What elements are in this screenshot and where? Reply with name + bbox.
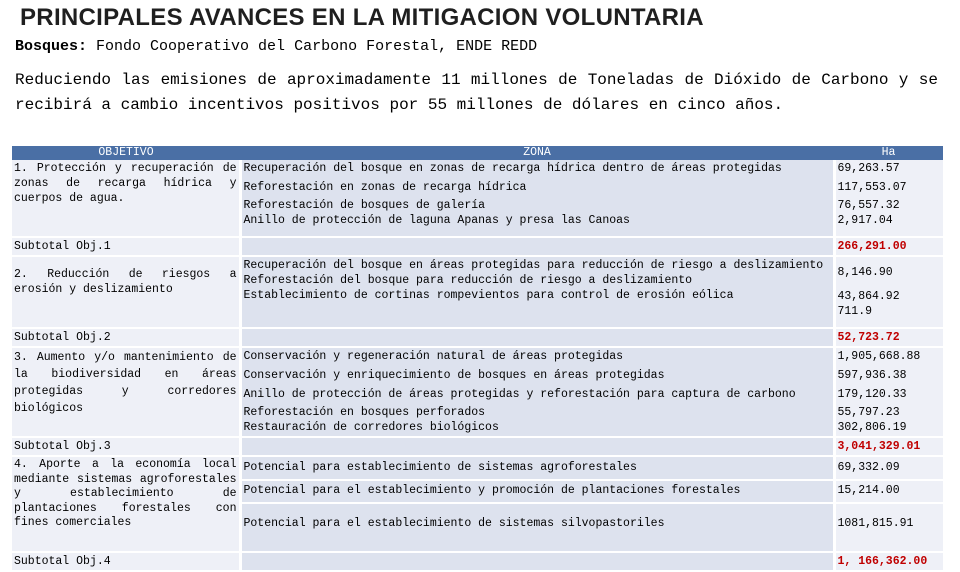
zone-item: Conservación y enriquecimiento de bosques en áreas protegidas [243,369,665,382]
ha-value: 711.9 [837,305,873,318]
subtitle-text: Fondo Cooperativo del Carbono Forestal, ENDE REDD [96,38,538,55]
zone-item: Reforestación del bosque para reducción de riesgo a deslizamiento [243,274,693,287]
subtotal-value: 1, 166,362.00 [834,552,943,571]
subtitle [15,38,537,55]
table-row [12,456,943,480]
ha-value: 302,806.19 [837,421,907,434]
table-row [12,160,943,237]
zone-cell [240,347,834,437]
ha-cell [834,347,943,437]
ha-value: 8,146.90 [837,266,893,279]
zone-item: Anillo de protección de áreas protegidas y reforestación para captura de carbono [243,388,796,401]
objective-group-3 [12,347,943,456]
zone-item: Restauración de corredores biológicos [243,421,499,434]
table-row [12,256,943,328]
header-objetivo: OBJETIVO [12,146,240,160]
ha-value: 179,120.33 [837,388,907,401]
subtotal-label: Subtotal Obj.1 [12,237,240,256]
objective-group-2 [12,256,943,347]
subtotal-row [12,552,943,571]
objective-group-4 [12,456,943,571]
intro-paragraph: Reduciendo las emisiones de aproximadamente 11 millones de Toneladas de Dióxido de Carbono y se recibirá a cambio incentivos positivos por 55 millones de dólares en cinco años. [15,71,938,114]
header-zona: ZONA [240,146,834,160]
ha-value: 117,553.07 [837,181,907,194]
zone-item: Reforestación en bosques perforados [243,406,486,419]
zone-item: Reforestación de bosques de galería [243,199,486,212]
zone-cell [240,328,834,347]
zone-item: Potencial para establecimiento de sistemas agroforestales [240,456,834,480]
header-ha: Ha [834,146,943,160]
zone-item: Potencial para el establecimiento de sistemas silvopastoriles [240,503,834,552]
objective-3-text: 3. Aumento y/o mantenimiento de la biodiversidad en áreas protegidas y corredores biológicos [12,347,240,437]
subtotal-value: 52,723.72 [834,328,943,347]
ha-cell [834,160,943,237]
zone-cell [240,256,834,328]
zone-item: Potencial para el establecimiento y promoción de plantaciones forestales [240,480,834,503]
zone-item: Conservación y regeneración natural de áreas protegidas [243,350,624,363]
subtotal-row [12,437,943,456]
ha-value: 1081,815.91 [834,503,943,552]
zone-cell [240,552,834,571]
ha-value: 597,936.38 [837,369,907,382]
subtotal-row [12,237,943,256]
objective-group-1 [12,160,943,256]
ha-value: 15,214.00 [834,480,943,503]
ha-value: 2,917.04 [837,214,893,227]
table-row [12,347,943,437]
table-header-row [12,146,943,160]
ha-value: 55,797.23 [837,406,900,419]
zone-cell [240,160,834,237]
zone-item: Establecimiento de cortinas rompevientos para control de erosión eólica [243,289,734,302]
zone-item: Recuperación del bosque en zonas de recarga hídrica dentro de áreas protegidas [243,162,782,175]
mitigation-table [12,146,943,572]
subtotal-value: 3,041,329.01 [834,437,943,456]
ha-value: 69,263.57 [837,162,900,175]
subtotal-value: 266,291.00 [834,237,943,256]
subtotal-label: Subtotal Obj.4 [12,552,240,571]
subtotal-label: Subtotal Obj.2 [12,328,240,347]
ha-cell [834,256,943,328]
subtotal-label: Subtotal Obj.3 [12,437,240,456]
subtitle-label: Bosques: [15,38,88,55]
subtotal-row [12,328,943,347]
ha-value: 43,864.92 [837,290,900,303]
objective-2-text: 2. Reducción de riesgos a erosión y deslizamiento [12,256,240,328]
zone-cell [240,237,834,256]
objective-1-text: 1. Protección y recuperación de zonas de recarga hídrica y cuerpos de agua. [12,160,240,237]
page-title: PRINCIPALES AVANCES EN LA MITIGACION VOLUNTARIA [20,4,704,31]
objective-4-text: 4. Aporte a la economía local mediante sistemas agroforestales y establecimiento de plantaciones forestales con fines comerciales [12,456,240,552]
zone-cell [240,437,834,456]
ha-value: 69,332.09 [834,456,943,480]
zone-item: Anillo de protección de laguna Apanas y presa las Canoas [243,214,630,227]
zone-item: Recuperación del bosque en áreas protegidas para reducción de riesgo a deslizamiento [243,259,824,272]
ha-value: 76,557.32 [837,199,900,212]
zone-item: Reforestación en zonas de recarga hídrica [243,181,527,194]
ha-value: 1,905,668.88 [837,350,921,363]
